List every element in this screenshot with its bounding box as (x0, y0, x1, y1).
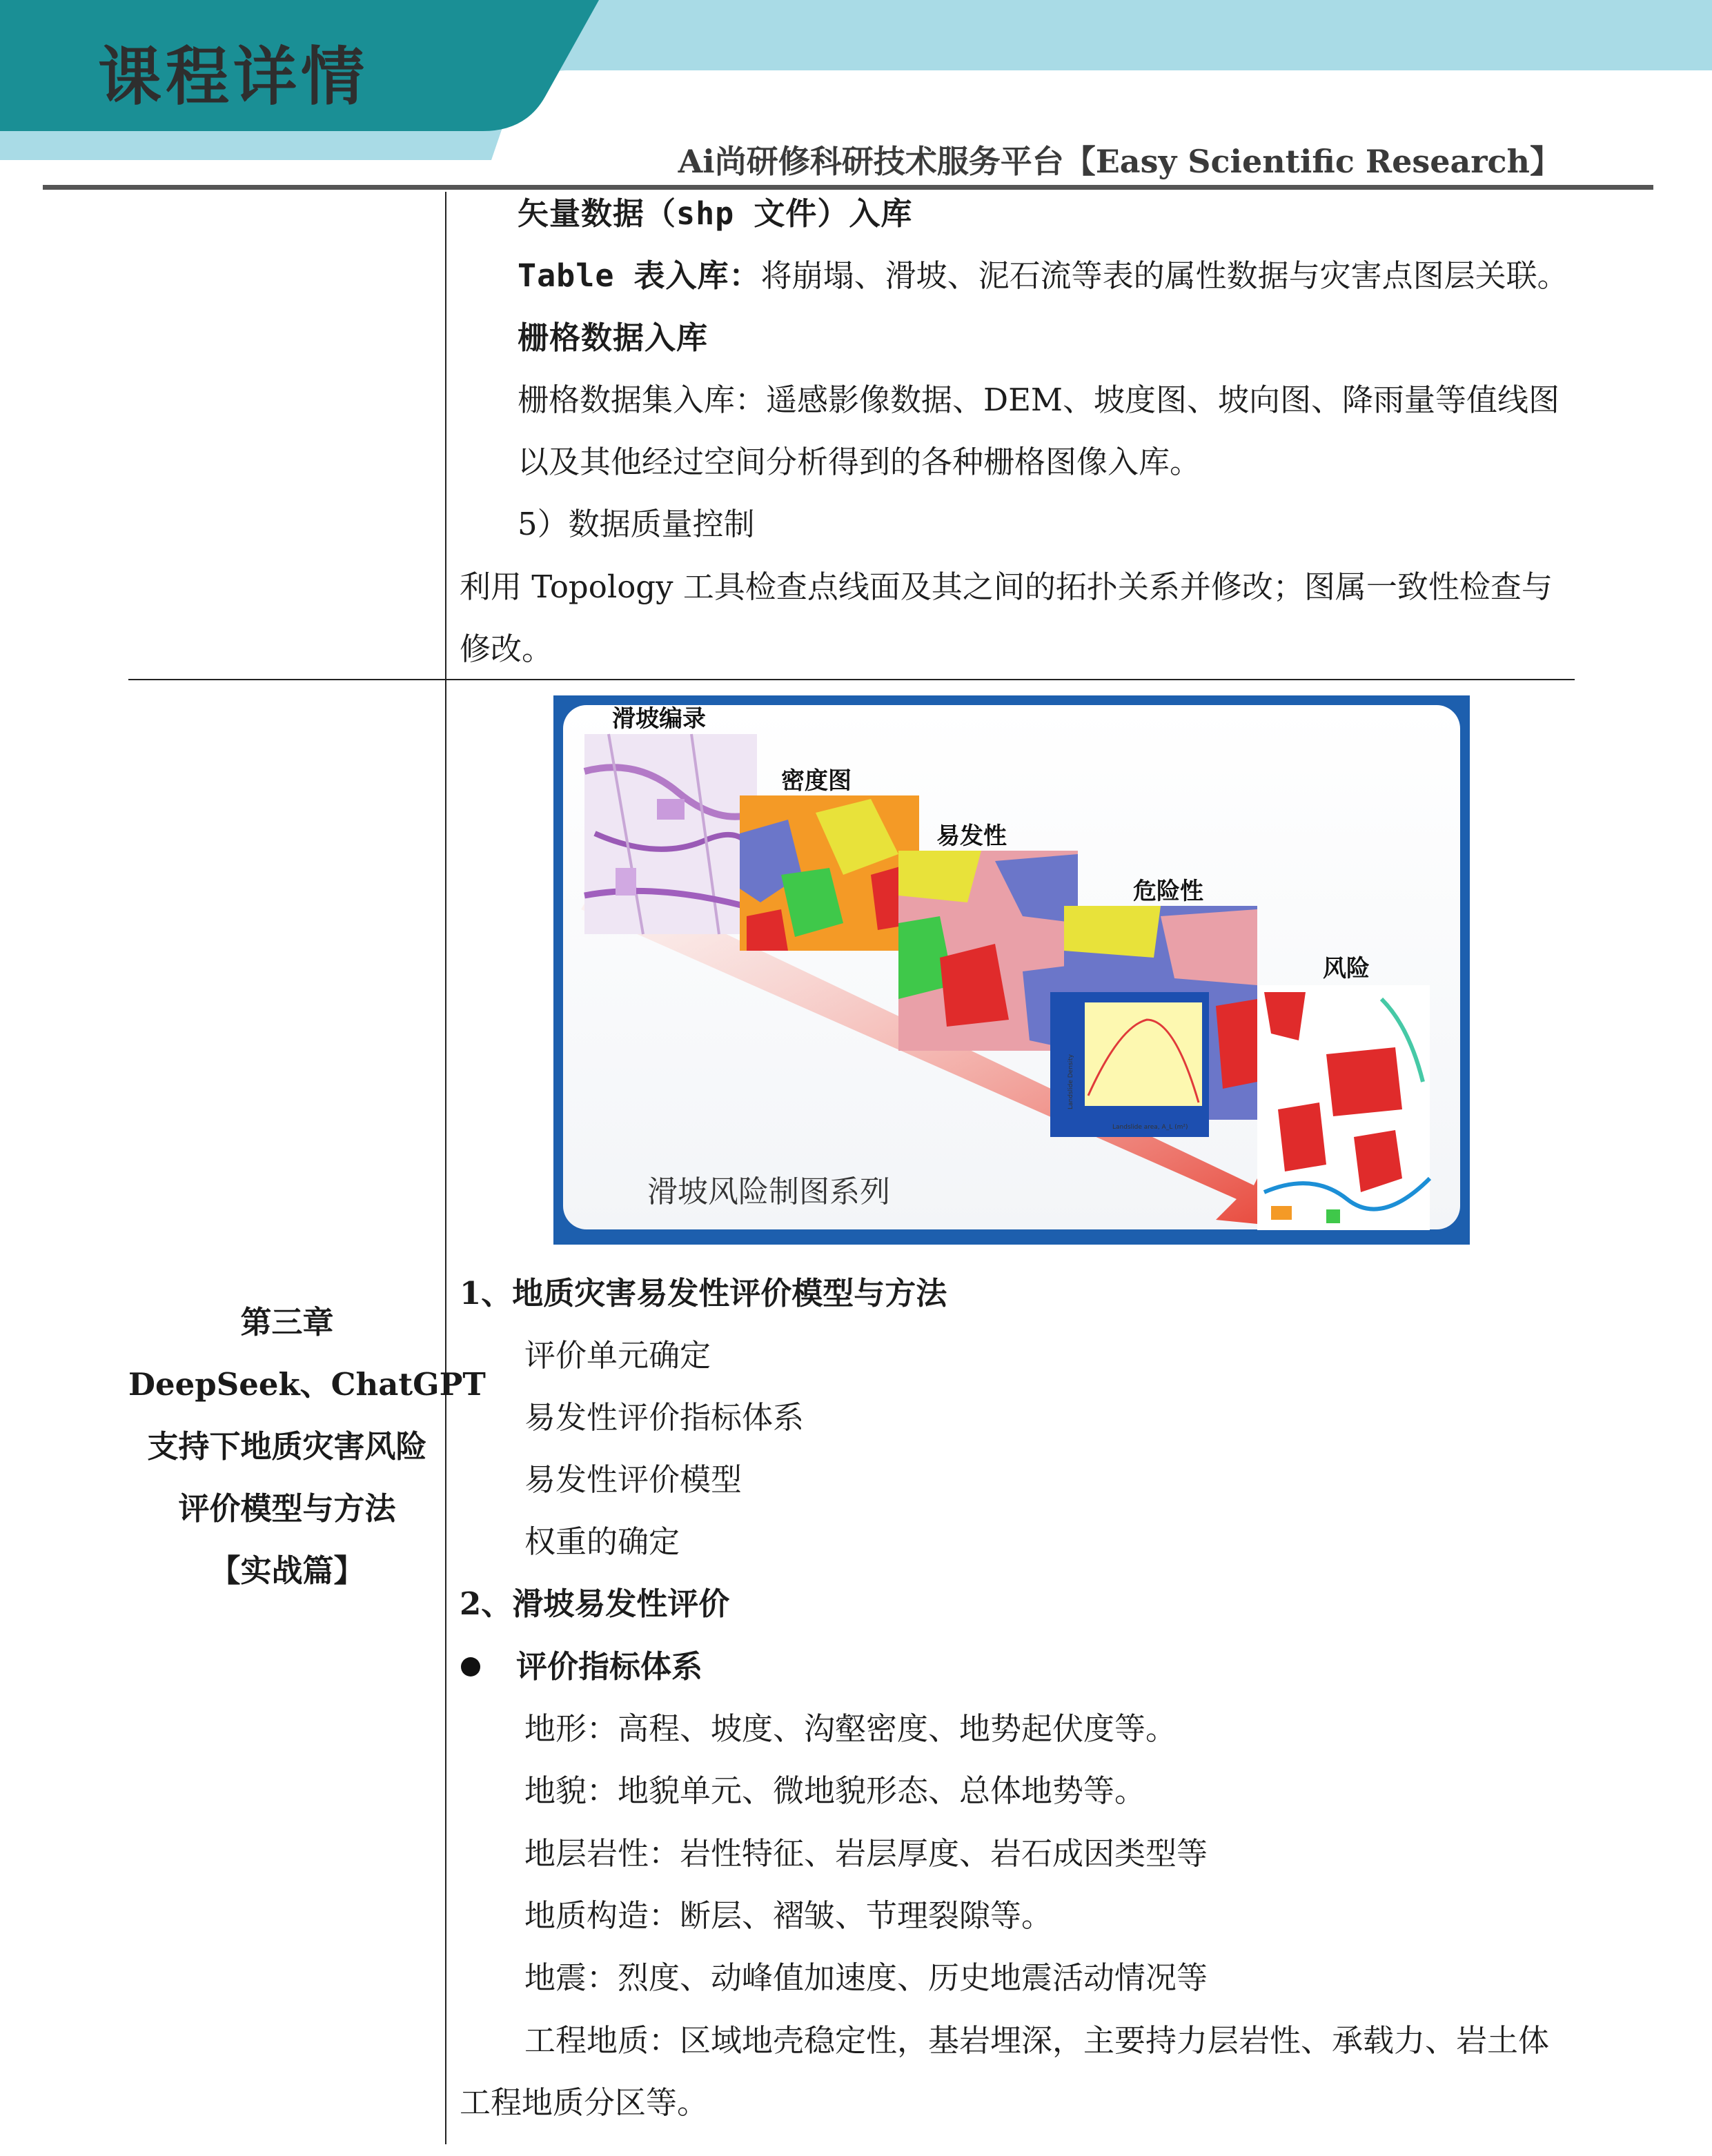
vector-data-heading: 矢量数据（shp 文件）入库 (518, 195, 913, 232)
header-divider (43, 185, 1653, 190)
table-row-divider (128, 679, 1575, 680)
chapter-title-line-1: DeepSeek、ChatGPT (128, 1366, 486, 1403)
table-import-label: Table 表入库： (518, 257, 761, 294)
indicator-item: 地形：高程、坡度、沟壑密度、地势起伏度等。 (524, 1710, 1177, 1747)
raster-data-heading: 栅格数据入库 (518, 319, 709, 356)
table-import-line (518, 255, 1568, 297)
quality-control-heading: 5）数据质量控制 (518, 506, 755, 542)
section-2-heading: 2、滑坡易发性评价 (460, 1585, 730, 1622)
inset-x-axis-label: Landslide area, A_L (m²) (1112, 1124, 1188, 1131)
section-1-item: 易发性评价指标体系 (524, 1399, 805, 1436)
density-map (740, 795, 919, 951)
raster-text-line-1: 栅格数据集入库：遥感影像数据、DEM、坡度图、坡向图、降雨量等值线图 (518, 382, 1560, 418)
section-1-item: 易发性评价模型 (524, 1461, 742, 1498)
indicator-system-heading: 评价指标体系 (516, 1648, 703, 1685)
chapter-title-line-4: 【实战篇】 (209, 1552, 365, 1589)
label-inventory: 滑坡编录 (612, 705, 706, 733)
label-hazard: 危险性 (1133, 878, 1203, 905)
label-density: 密度图 (781, 767, 852, 795)
raster-text-line-2: 以及其他经过空间分析得到的各种栅格图像入库。 (518, 444, 1201, 480)
engineering-geology-line-2: 工程地质分区等。 (460, 2084, 709, 2121)
engineering-geology-line-1: 工程地质：区域地壳稳定性，基岩埋深，主要持力层岩性、承载力、岩土体 (524, 2022, 1550, 2059)
chapter-title-line-3: 评价模型与方法 (178, 1490, 396, 1527)
table-import-text: 将崩塌、滑坡、泥石流等表的属性数据与灾害点图层关联。 (760, 257, 1568, 294)
platform-name: Ai尚研修科研技术服务平台【Easy Scientific Research】 (678, 143, 1562, 180)
section-1-item: 权重的确定 (524, 1523, 680, 1560)
indicator-item: 地震：烈度、动峰值加速度、历史地震活动情况等 (524, 1959, 1208, 1996)
label-susceptibility: 易发性 (936, 822, 1007, 850)
risk-map (1257, 985, 1430, 1230)
inventory-map (584, 734, 757, 934)
section-1-item: 评价单元确定 (524, 1337, 711, 1374)
indicator-item: 地貌：地貌单元、微地貌形态、总体地势等。 (524, 1772, 1146, 1809)
section-1-heading: 1、地质灾害易发性评价模型与方法 (460, 1275, 947, 1312)
density-inset-chart (1050, 992, 1209, 1137)
quality-text-line-1: 利用 Topology 工具检查点线面及其之间的拓扑关系并修改；图属一致性检查与 (460, 568, 1553, 605)
page-title: 课程详情 (98, 40, 369, 114)
indicator-item: 地层岩性：岩性特征、岩层厚度、岩石成因类型等 (524, 1835, 1208, 1872)
landslide-risk-mapping-figure (553, 695, 1470, 1245)
chapter-number: 第三章 (240, 1304, 334, 1341)
inset-y-axis-label: Landslide Density (1067, 1054, 1074, 1109)
bullet-icon (461, 1657, 480, 1677)
chapter-title-line-2: 支持下地质灾害风险 (147, 1428, 427, 1465)
table-column-divider (445, 192, 446, 2144)
figure-caption: 滑坡风险制图系列 (647, 1174, 890, 1209)
indicator-item: 地质构造：断层、褶皱、节理裂隙等。 (524, 1897, 1053, 1934)
quality-text-line-2: 修改。 (460, 631, 553, 667)
label-risk: 风险 (1323, 955, 1370, 982)
